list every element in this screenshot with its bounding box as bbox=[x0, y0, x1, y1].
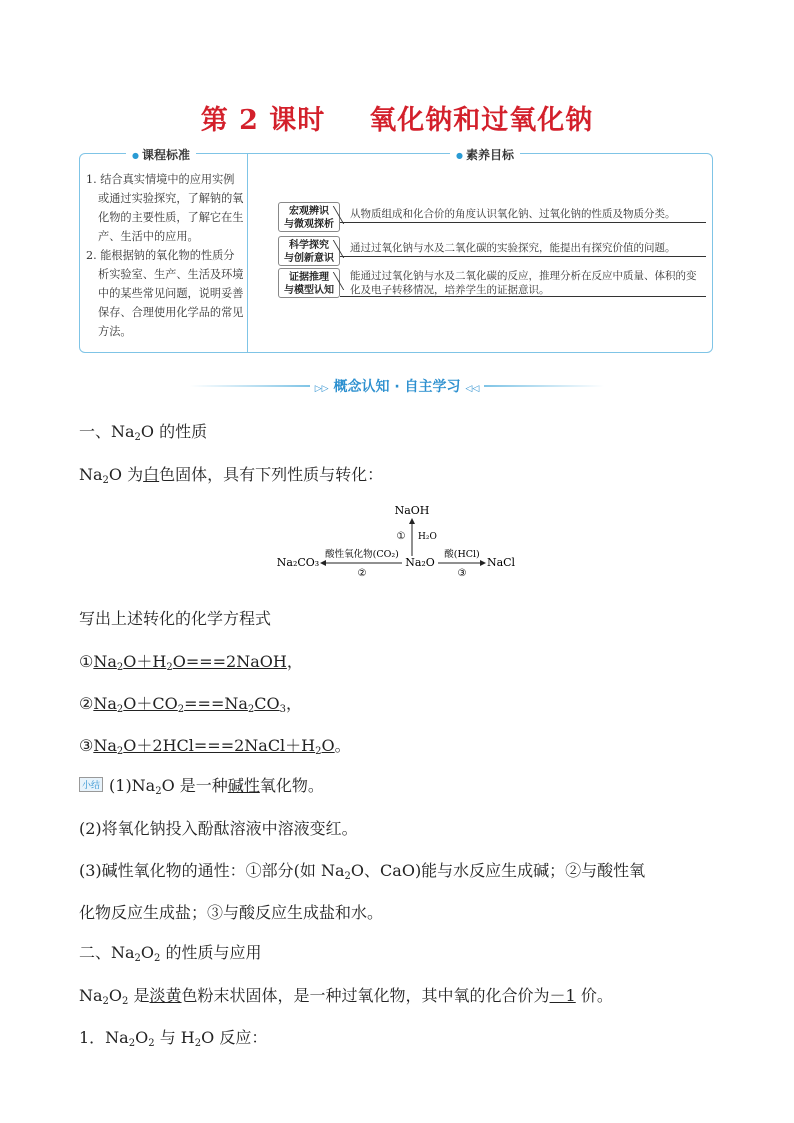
summary-2: (2)将氧化钠投入酚酞溶液中溶液变红。 bbox=[79, 819, 358, 838]
section-banner: ▷▷ 概念认知 · 自主学习 ◁◁ bbox=[190, 376, 604, 396]
summary-3-line1: (3)碱性氧化物的通性：①部分(如 $Na_2O$、CaO)能与水反应生成碱；②与酸性氧 bbox=[79, 861, 646, 882]
subheading-water-reaction: 1．$Na_2O_2$ 与 $H_2O$ 反应： bbox=[79, 1028, 268, 1049]
svg-text:③: ③ bbox=[457, 568, 467, 579]
summary-badge: 小结 bbox=[79, 777, 103, 792]
goal-text: 能通过过氧化钠与水及二氧化碳的反应，推理分析在反应中质量、体积的变化及电子转移情况，培养学生的证据意识。 bbox=[350, 270, 697, 296]
page-title: 第 2 课时 氧化钠和过氧化钠 bbox=[200, 105, 594, 136]
diagram-nacl: NaCl bbox=[486, 556, 516, 569]
heading-na2o2: 二、$Na_2O_2$ 的性质与应用 bbox=[79, 943, 262, 964]
standards-label: ● 课程标准 bbox=[126, 146, 196, 163]
svg-text:酸(HCl): 酸(HCl) bbox=[444, 549, 480, 560]
intro-na2o: $Na_2O$ 为白色固体，具有下列性质与转化： bbox=[79, 465, 384, 486]
equation-1: $①Na_2O+H_2O===2NaOH$， bbox=[79, 652, 303, 673]
goal-row: 宏观辨识 与微观探析 从物质组成和化合价的角度认识氧化钠、过氧化钠的性质及物质分类。 bbox=[278, 202, 708, 232]
equation-2: $②Na_2O+CO_2===Na_2CO_3$， bbox=[79, 694, 303, 715]
standards-list bbox=[86, 170, 244, 341]
goals-label: ● 素养目标 bbox=[450, 146, 520, 163]
heading-na2o: 一、$Na_2O$ 的性质 bbox=[79, 422, 208, 443]
goal-row: 证据推理 与模型认知 能通过过氧化钠与水及二氧化碳的反应，推理分析在反应中质量、体积的变化及电子转移情况，培养学生的证据意识。 bbox=[278, 268, 708, 298]
summary-1: 小结 $(1)Na_2O$ 是一种碱性氧化物。 bbox=[79, 773, 324, 797]
standard-item: 2. 能根据钠的氧化物的性质分析实验室、生产、生活及环境中的某些常见问题，说明妥善保存、合理使用化学品的常见方法。 bbox=[86, 249, 244, 338]
equations-heading: 写出上述转化的化学方程式 bbox=[79, 609, 272, 628]
conversion-diagram bbox=[270, 498, 530, 586]
goal-text: 从物质组成和化合价的角度认识氧化钠、过氧化钠的性质及物质分类。 bbox=[350, 208, 676, 220]
equation-3: $③Na_2O+2HCl===2NaCl+H_2O$。 bbox=[79, 736, 351, 757]
standard-item: 1. 结合真实情境中的应用实例或通过实验探究，了解钠的氧化物的主要性质，了解它在生产、生活中的应用。 bbox=[86, 173, 244, 243]
goal-row: 科学探究 与创新意识 通过过氧化钠与水及二氧化碳的实验探究，能提出有探究价值的问题。 bbox=[278, 236, 708, 266]
goal-text: 通过过氧化钠与水及二氧化碳的实验探究，能提出有探究价值的问题。 bbox=[350, 242, 676, 254]
svg-text:酸性氧化物(CO₂): 酸性氧化物(CO₂) bbox=[325, 549, 399, 560]
diagram-naoh: NaOH bbox=[394, 504, 430, 517]
svg-text:②: ② bbox=[357, 568, 367, 579]
standards-box bbox=[79, 148, 713, 353]
summary-3-line2: 化物反应生成盐；③与酸反应生成盐和水。 bbox=[79, 903, 384, 922]
intro-na2o2: $Na_2O_2$ 是淡黄色粉末状固体，是一种过氧化物，其中氧的化合价为－1 价。 bbox=[79, 986, 613, 1007]
diagram-na2co3: Na₂CO₃ bbox=[276, 556, 320, 569]
svg-text:①: ① bbox=[396, 531, 406, 542]
diagram-na2o: Na₂O bbox=[405, 556, 435, 569]
svg-text:H₂O: H₂O bbox=[418, 532, 437, 542]
